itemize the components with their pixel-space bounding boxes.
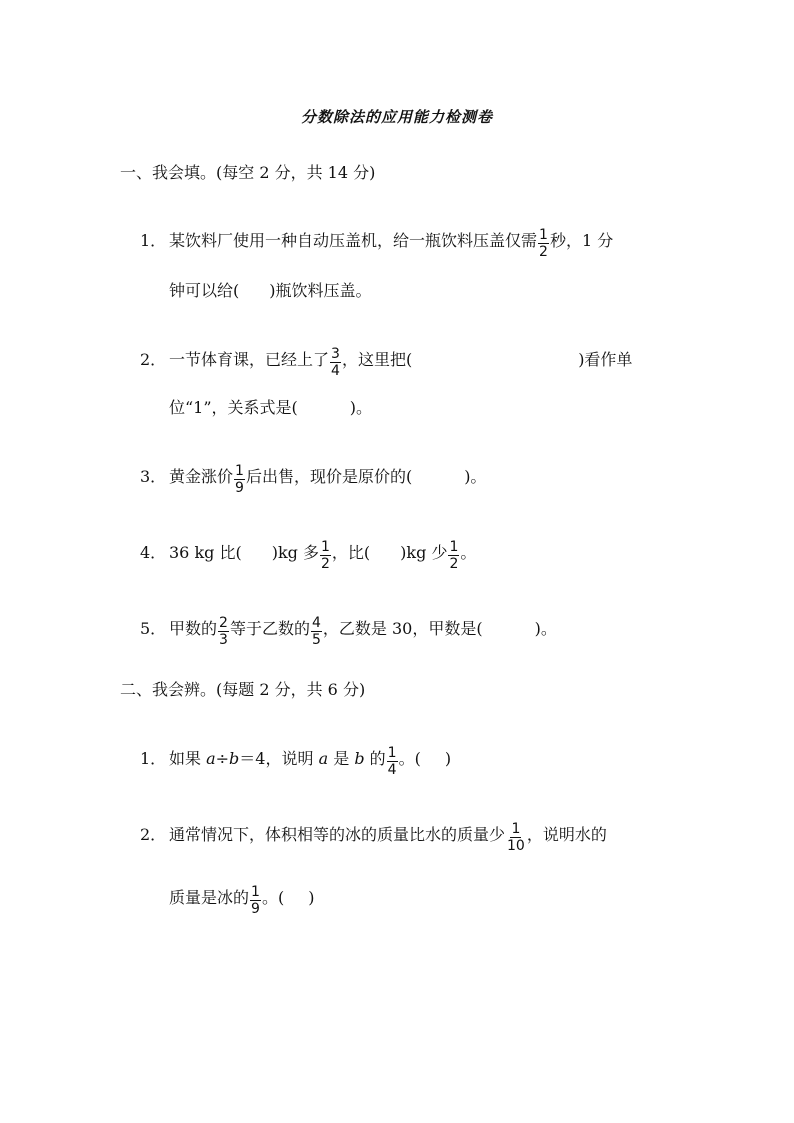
fraction — [311, 615, 322, 648]
numerator: 1 — [539, 227, 548, 243]
question-text: 甲数的 — [169, 619, 218, 638]
question-text: 。( — [398, 749, 421, 768]
denominator: 2 — [539, 244, 548, 260]
question-text: 通常情况下，体积相等的冰的质量比水的质量少 — [169, 825, 506, 844]
question-text: 如果 — [169, 749, 207, 768]
variable: b — [229, 749, 240, 768]
denominator: 2 — [449, 556, 459, 572]
question-text: 。( — [261, 888, 285, 907]
question-text: ＝4，说明 — [239, 749, 319, 768]
question-1-5 — [140, 613, 557, 646]
question-text: )瓶饮料压盖。 — [269, 281, 372, 300]
fraction — [320, 539, 331, 572]
question-1-2-continued — [169, 397, 372, 419]
question-text: )看作单 — [578, 350, 633, 369]
variable: a — [318, 749, 329, 768]
question-text: )。 — [534, 619, 557, 638]
numerator: 2 — [219, 615, 228, 631]
question-1-1-continued — [169, 280, 372, 302]
denominator: 9 — [235, 480, 244, 496]
numerator: 3 — [331, 346, 340, 362]
question-number: 3． — [140, 467, 167, 486]
question-text: )。 — [464, 467, 487, 486]
section-2-heading: 二、我会辨。(每题 2 分，共 6 分) — [120, 680, 366, 699]
fraction — [250, 884, 261, 917]
question-1-2 — [140, 344, 632, 377]
operator: ÷ — [215, 749, 230, 768]
fraction — [538, 227, 549, 260]
question-text: 黄金涨价 — [169, 467, 234, 486]
question-text: 是 — [328, 749, 355, 768]
fraction — [387, 745, 398, 778]
question-text: 。 — [460, 543, 477, 562]
question-2-1 — [140, 743, 451, 776]
denominator: 4 — [387, 762, 397, 778]
question-text: )。 — [349, 398, 373, 417]
question-number: 2． — [140, 350, 167, 369]
question-text: ) — [444, 749, 452, 768]
question-text: 36 kg 比( — [169, 543, 242, 562]
fraction — [234, 463, 245, 496]
question-text: 秒，1 分 — [549, 231, 614, 250]
question-number: 5． — [140, 619, 167, 638]
question-text: 质量是冰的 — [169, 888, 250, 907]
question-text: 某饮料厂使用一种自动压盖机，给一瓶饮料压盖仅需 — [169, 231, 538, 250]
numerator: 1 — [511, 821, 521, 837]
question-2-2-continued — [169, 882, 314, 915]
question-text: )kg 少 — [400, 543, 448, 562]
denominator: 2 — [321, 556, 330, 572]
denominator: 10 — [507, 838, 525, 854]
denominator: 4 — [331, 363, 340, 379]
section-1-heading: 一、我会填。(每空 2 分，共 14 分) — [120, 163, 376, 182]
variable: a — [206, 749, 216, 768]
question-text: 的 — [364, 749, 386, 768]
question-1-3 — [140, 461, 486, 494]
question-text: 等于乙数的 — [229, 619, 310, 638]
denominator: 9 — [251, 901, 260, 917]
numerator: 1 — [449, 539, 459, 555]
numerator: 1 — [321, 539, 330, 555]
question-number: 4． — [140, 543, 167, 562]
page-title: 分数除法的应用能力检测卷 — [300, 108, 493, 126]
question-text: 后出售，现价是原价的( — [245, 467, 413, 486]
question-text: ，乙数是 30，甲数是( — [322, 619, 483, 638]
question-1-1 — [140, 225, 613, 258]
numerator: 1 — [235, 463, 244, 479]
question-number: 1． — [140, 231, 167, 250]
question-number: 1． — [140, 749, 167, 768]
question-text: ，说明水的 — [526, 825, 607, 844]
denominator: 5 — [311, 632, 321, 648]
denominator: 3 — [219, 632, 228, 648]
question-text: )kg 多 — [271, 543, 319, 562]
numerator: 1 — [387, 745, 397, 761]
question-text: ) — [308, 888, 315, 907]
numerator: 1 — [251, 884, 260, 900]
question-text: 位“1”，关系式是( — [169, 398, 298, 417]
fraction — [448, 539, 459, 572]
question-text: 一节体育课，已经上了 — [169, 350, 330, 369]
fraction — [330, 346, 341, 379]
question-text: ，这里把( — [341, 350, 413, 369]
variable: b — [354, 749, 365, 768]
question-number: 2． — [140, 825, 167, 844]
question-2-2 — [140, 819, 607, 852]
numerator: 4 — [311, 615, 321, 631]
question-text: 钟可以给( — [169, 281, 240, 300]
fraction — [218, 615, 229, 648]
question-text: ，比( — [331, 543, 371, 562]
fraction — [506, 821, 526, 854]
question-1-4 — [140, 537, 476, 570]
